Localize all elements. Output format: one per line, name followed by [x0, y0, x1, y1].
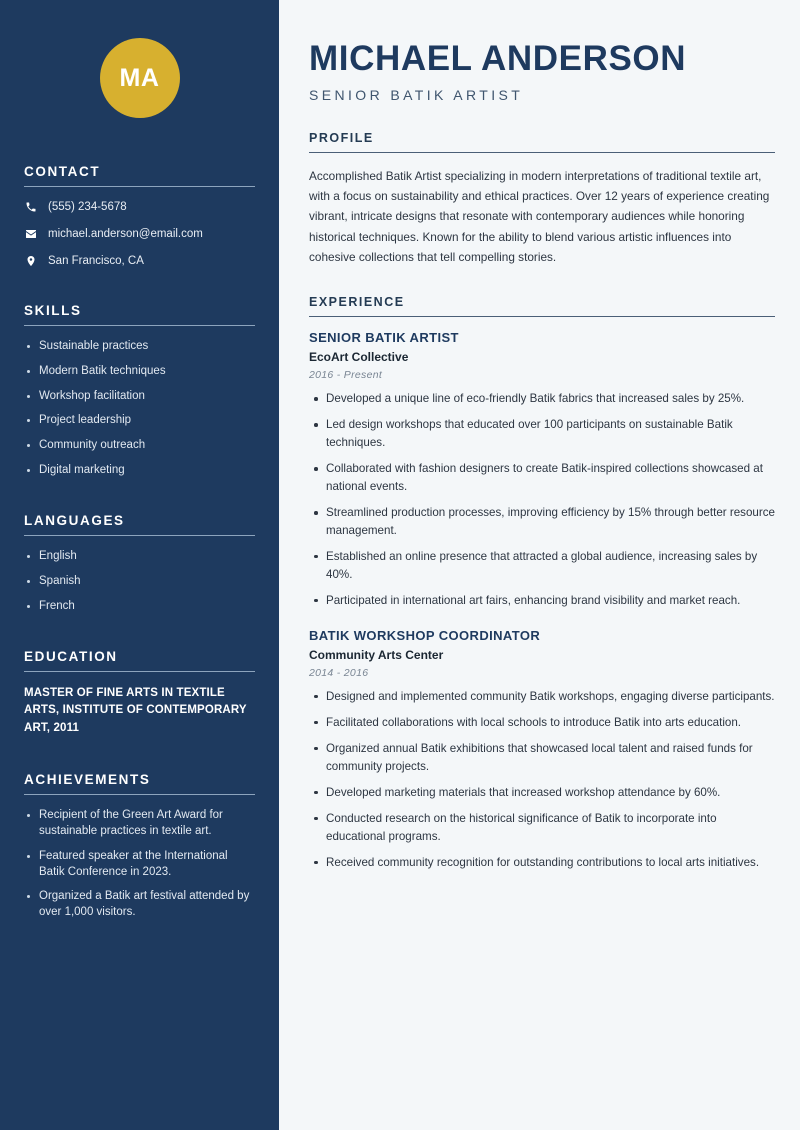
list-item: Streamlined production processes, improving efficiency by 15% through better resource management.	[309, 504, 775, 540]
languages-heading: LANGUAGES	[24, 512, 125, 528]
contact-item-location[interactable]	[24, 254, 255, 269]
job-company: Community Arts Center	[309, 647, 444, 662]
job-bullet-list	[309, 688, 775, 872]
contact-item-phone[interactable]	[24, 200, 255, 215]
job-dates: 2016 - Present	[309, 369, 383, 382]
avatar-container	[24, 0, 255, 118]
languages-list	[24, 549, 255, 615]
list-item: Featured speaker at the International Batik Conference in 2023.	[24, 849, 255, 881]
contact-heading: CONTACT	[24, 164, 101, 179]
experience-section	[309, 295, 775, 871]
list-item: Project leadership	[24, 413, 255, 429]
sidebar	[0, 0, 279, 1130]
education-section	[24, 649, 255, 738]
list-item: English	[24, 549, 255, 565]
list-item: French	[24, 599, 255, 615]
job-company: EcoArt Collective	[309, 350, 409, 365]
contact-list	[24, 200, 255, 269]
languages-divider	[24, 535, 255, 536]
page-title: MICHAEL ANDERSON	[309, 39, 687, 78]
list-item: Received community recognition for outstanding contributions to local arts initiatives.	[309, 854, 775, 872]
contact-divider	[24, 186, 255, 187]
skills-heading: SKILLS	[24, 302, 82, 318]
list-item: Organized annual Batik exhibitions that showcased local talent and raised funds for community projects.	[309, 740, 775, 776]
languages-section	[24, 513, 255, 615]
experience-divider	[309, 316, 775, 317]
list-item: Modern Batik techniques	[24, 364, 255, 380]
contact-section	[24, 164, 255, 269]
experience-heading: EXPERIENCE	[309, 295, 405, 310]
list-item: Developed a unique line of eco-friendly Batik fabrics that increased sales by 25%.	[309, 390, 775, 408]
avatar: MA	[100, 38, 180, 118]
list-item: Digital marketing	[24, 463, 255, 479]
profile-section	[309, 131, 775, 267]
profile-divider	[309, 152, 775, 153]
education-divider	[24, 671, 255, 672]
list-item: Developed marketing materials that increased workshop attendance by 60%.	[309, 784, 775, 802]
job-title: SENIOR BATIK ARTIST	[309, 330, 459, 346]
skills-section	[24, 303, 255, 479]
list-item: Designed and implemented community Batik workshops, engaging diverse participants.	[309, 688, 775, 706]
list-item: Conducted research on the historical significance of Batik to incorporate into educational programs.	[309, 810, 775, 846]
skills-divider	[24, 325, 255, 326]
location-pin-icon	[24, 255, 37, 268]
list-item: Participated in international art fairs, enhancing brand visibility and market reach.	[309, 592, 775, 610]
achievements-divider	[24, 794, 255, 795]
job-bullet-list	[309, 390, 775, 610]
list-item: Workshop facilitation	[24, 389, 255, 405]
envelope-icon	[24, 228, 37, 241]
contact-location-value: San Francisco, CA	[48, 254, 144, 267]
list-item: Recipient of the Green Art Award for sustainable practices in textile art.	[24, 808, 255, 840]
achievements-list	[24, 808, 255, 921]
list-item: Community outreach	[24, 438, 255, 454]
education-heading: EDUCATION	[24, 648, 118, 664]
skills-list	[24, 339, 255, 479]
list-item: Collaborated with fashion designers to create Batik-inspired collections showcased at national events.	[309, 460, 775, 496]
job-title: BATIK WORKSHOP COORDINATOR	[309, 627, 541, 643]
education-entry: MASTER OF FINE ARTS IN TEXTILE ARTS, INSTITUTE OF CONTEMPORARY ART, 2011	[24, 686, 247, 735]
achievements-heading: ACHIEVEMENTS	[24, 771, 151, 787]
list-item: Sustainable practices	[24, 339, 255, 355]
job-dates: 2014 - 2016	[309, 666, 369, 679]
experience-job	[309, 628, 775, 872]
profile-text: Accomplished Batik Artist specializing in modern interpretations of traditional textile art, with a focus on sustainability and ethical practices. Over 12 years of experience creating vibrant, intricate designs that resonate with contemporary audiences while honoring historical techniques. Known for the ability to blend various artistic influences into cohesive collections that tell compelling stories.	[309, 168, 770, 264]
profile-heading: PROFILE	[309, 130, 374, 145]
list-item: Organized a Batik art festival attended by over 1,000 visitors.	[24, 889, 255, 921]
contact-email-value: michael.anderson@email.com	[48, 227, 203, 240]
contact-phone-value: (555) 234-5678	[48, 201, 127, 213]
main-content	[279, 0, 800, 1130]
achievements-section	[24, 772, 255, 921]
list-item: Led design workshops that educated over 100 participants on sustainable Batik techniques.	[309, 416, 775, 452]
experience-job	[309, 330, 775, 610]
list-item: Facilitated collaborations with local schools to introduce Batik into arts education.	[309, 714, 775, 732]
list-item: Established an online presence that attracted a global audience, increasing sales by 40%.	[309, 548, 775, 584]
phone-icon	[24, 201, 37, 214]
job-subtitle: SENIOR BATIK ARTIST	[309, 86, 524, 103]
list-item: Spanish	[24, 574, 255, 590]
contact-item-email[interactable]	[24, 227, 255, 242]
